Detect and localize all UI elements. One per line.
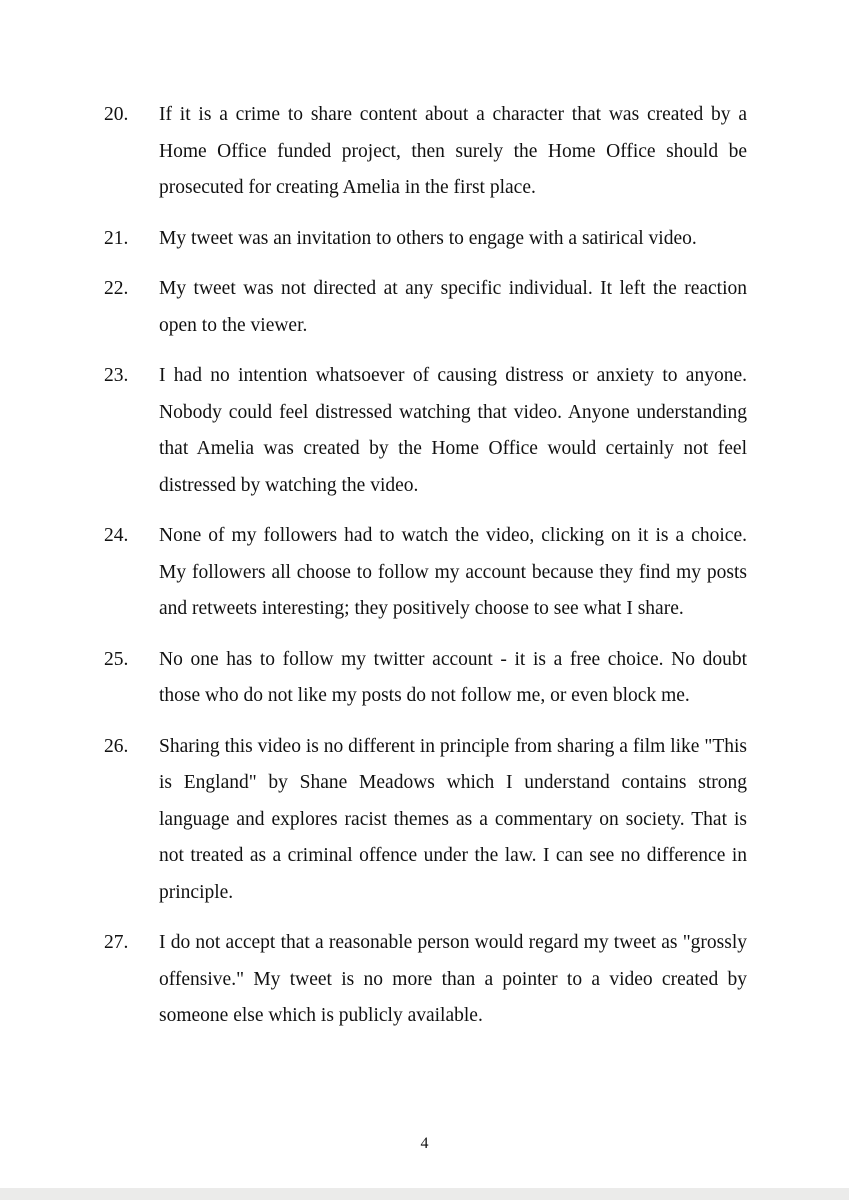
paragraph-number: 26. bbox=[104, 735, 129, 757]
paragraph-number: 24. bbox=[104, 525, 129, 546]
paragraph-21 bbox=[0, 221, 849, 258]
page-bottom-edge bbox=[0, 1188, 849, 1200]
paragraph-number: 23. bbox=[104, 365, 129, 386]
paragraph-27 bbox=[0, 925, 849, 1035]
paragraph-number: 25. bbox=[104, 648, 129, 670]
paragraph-25 bbox=[0, 642, 849, 715]
paragraph-text: No one has to follow my twitter account - it is a free choice. No doubt those who do not like my posts do not follow me, or even block me. bbox=[159, 648, 747, 706]
paragraph-text: I had no intention whatsoever of causing distress or anxiety to anyone. Nobody could feel distressed watching that video. Anyone understanding that Amelia was created by the Home Office would certainly not feel distressed by watching the video. bbox=[159, 365, 747, 496]
paragraph-list bbox=[0, 97, 849, 1049]
paragraph-23 bbox=[0, 358, 849, 504]
paragraph-text: I do not accept that a reasonable person would regard my tweet as "grossly offensive." My tweet is no more than a pointer to a video created by someone else which is publicly available. bbox=[159, 932, 747, 1026]
paragraph-text: My tweet was an invitation to others to engage with a satirical video. bbox=[159, 227, 697, 249]
paragraph-text: None of my followers had to watch the video, clicking on it is a choice. My followers all choose to follow my account because they find my posts and retweets interesting; they positively choose to see what I share. bbox=[159, 525, 747, 619]
paragraph-26 bbox=[0, 729, 849, 912]
paragraph-number: 22. bbox=[104, 278, 129, 299]
paragraph-24 bbox=[0, 518, 849, 628]
paragraph-text: My tweet was not directed at any specific individual. It left the reaction open to the viewer. bbox=[159, 278, 747, 336]
paragraph-number: 20. bbox=[104, 104, 129, 125]
paragraph-text: If it is a crime to share content about a character that was created by a Home Office funded project, then surely the Home Office should be prosecuted for creating Amelia in the first place. bbox=[159, 104, 747, 198]
paragraph-20 bbox=[0, 97, 849, 207]
paragraph-number: 21. bbox=[104, 227, 129, 249]
paragraph-22 bbox=[0, 271, 849, 344]
paragraph-number: 27. bbox=[104, 932, 129, 953]
paragraph-text: Sharing this video is no different in principle from sharing a film like "This is England" by Shane Meadows which I understand contains strong language and explores racist themes as a commentary on society. That is not treated as a criminal offence under the law. I can see no difference in principle. bbox=[159, 735, 747, 903]
page-number: 4 bbox=[420, 1135, 429, 1152]
